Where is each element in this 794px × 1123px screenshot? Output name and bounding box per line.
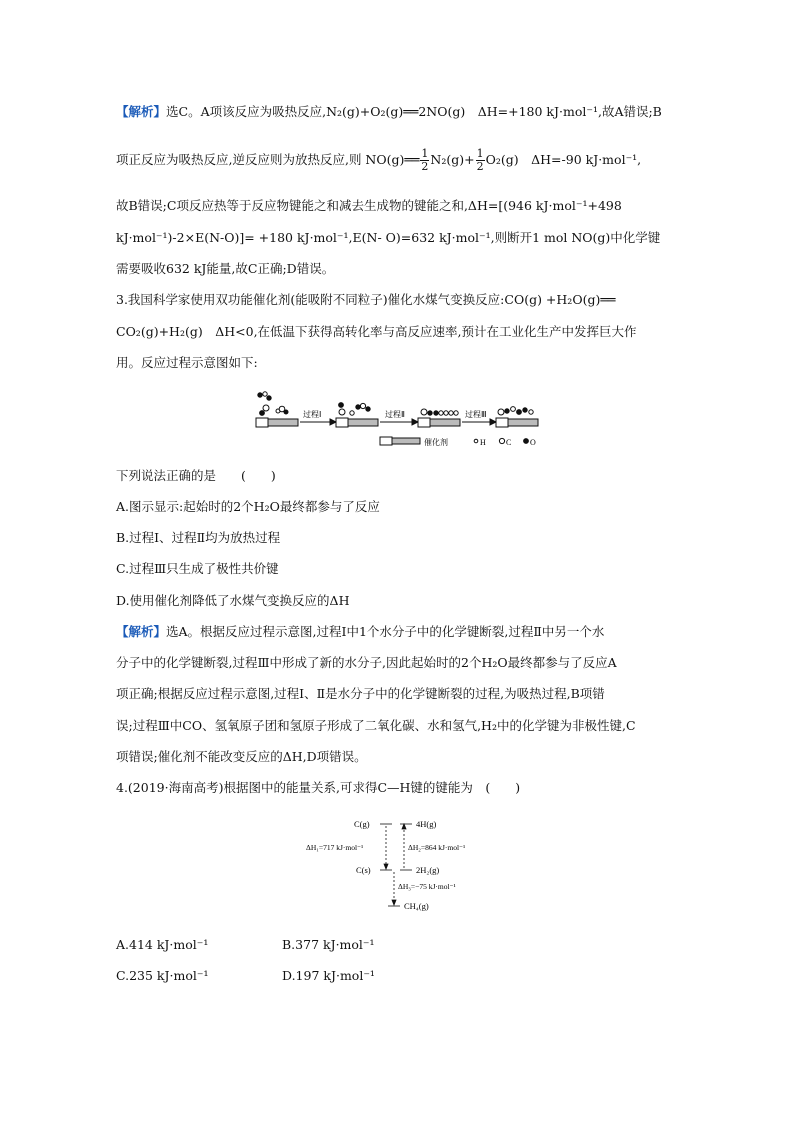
cg-label: C(g) [354,819,370,829]
step-2-label: 过程Ⅱ [385,410,405,419]
legend-c: C [506,438,512,447]
q3-line-3: 用。反应过程示意图如下: [116,355,258,370]
analysis-line-5: 需要吸收632 kJ能量,故C正确;D错误。 [116,261,335,276]
energy-diagram [300,812,500,917]
analysis-tag: 【解析】 [116,104,167,119]
q3-line-1: 3.我国科学家使用双功能催化剂(能吸附不同粒子)催化水煤气变换反应:CO(g) +H₂O(g)══ [116,292,616,307]
analysis3-line-2: 分子中的化学键断裂,过程Ⅲ中形成了新的水分子,因此起始时的2个H₂O最终都参与了反应A [116,655,617,670]
q3-line-2: CO₂(g)+H₂(g) ΔH<0,在低温下获得高转化率与高反应速率,预计在工业化生产中发挥巨大作 [116,324,637,339]
analysis-line-4: kJ·mol⁻¹)-2×E(N-O)]= +180 kJ·mol⁻¹,E(N- O)=632 kJ·mol⁻¹,则断开1 mol NO(g)中化学键 [116,230,661,245]
analysis3-line-3: 项正确;根据反应过程示意图,过程Ⅰ、Ⅱ是水分子中的化学键断裂的过程,为吸热过程,B项错 [116,686,605,701]
q4-option-b: B.377 kJ·mol⁻¹ [282,937,375,952]
dh2-label: ΔH₂=864 kJ·mol⁻¹ [408,843,466,852]
q4-option-c: C.235 kJ·mol⁻¹ [116,968,209,983]
cs-label: C(s) [356,865,371,875]
reaction-process-figure [250,385,550,450]
dh3-label: ΔH₃=−75 kJ·mol⁻¹ [398,882,456,891]
dh1-label: ΔH₁=717 kJ·mol⁻¹ [306,843,364,852]
q3-option-d: D.使用催化剂降低了水煤气变换反应的ΔH [116,593,350,608]
legend-h: H [480,438,486,447]
step-3-label: 过程Ⅲ [465,410,487,419]
step-1-label: 过程Ⅰ [303,410,322,419]
fraction-half: $\frac{1}{2}$ [421,147,429,173]
analysis-line-2: 项正反应为吸热反应,逆反应则为放热反应,则 NO(g)══ $\frac{1}{2}$ N₂(g)+ $\frac{1}{2}$ O₂(g) ΔH=-90 kJ·mol⁻¹, [116,147,642,173]
legend-o: O [530,438,536,447]
analysis-tag: 【解析】 [116,624,167,639]
q3-option-b: B.过程Ⅰ、过程Ⅱ均为放热过程 [116,530,281,545]
q4-option-a: A.414 kJ·mol⁻¹ [116,937,209,952]
analysis-line-1: 【解析】选C。A项该反应为吸热反应,N₂(g)+O₂(g)══2NO(g) ΔH=+180 kJ·mol⁻¹,故A错误;B [116,104,662,119]
h2-label: 2H₂(g) [416,865,440,875]
q4-option-d: D.197 kJ·mol⁻¹ [282,968,375,983]
q3-option-c: C.过程Ⅲ只生成了极性共价键 [116,561,279,576]
catalyst-label: 催化剂 [424,438,448,447]
analysis3-line-1: 【解析】选A。根据反应过程示意图,过程Ⅰ中1个水分子中的化学键断裂,过程Ⅱ中另一个水 [116,624,605,639]
analysis3-line-4: 误;过程Ⅲ中CO、氢氧原子团和氢原子形成了二氧化碳、水和氢气,H₂中的化学键为非极性键,C [116,718,636,733]
h4-label: 4H(g) [416,819,437,829]
q3-option-a: A.图示显示:起始时的2个H₂O最终都参与了反应 [116,499,380,514]
analysis3-line-5: 项错误;催化剂不能改变反应的ΔH,D项错误。 [116,749,367,764]
q3-stem: 下列说法正确的是 ( ) [116,468,276,483]
ch4-label: CH₄(g) [404,901,429,911]
fraction-half: $\frac{1}{2}$ [476,147,484,173]
q4-stem: 4.(2019·海南高考)根据图中的能量关系,可求得C—H键的键能为 ( ) [116,780,521,795]
analysis-line-3: 故B错误;C项反应热等于反应物键能之和减去生成物的键能之和,ΔH=[(946 kJ·mol⁻¹+498 [116,198,622,213]
